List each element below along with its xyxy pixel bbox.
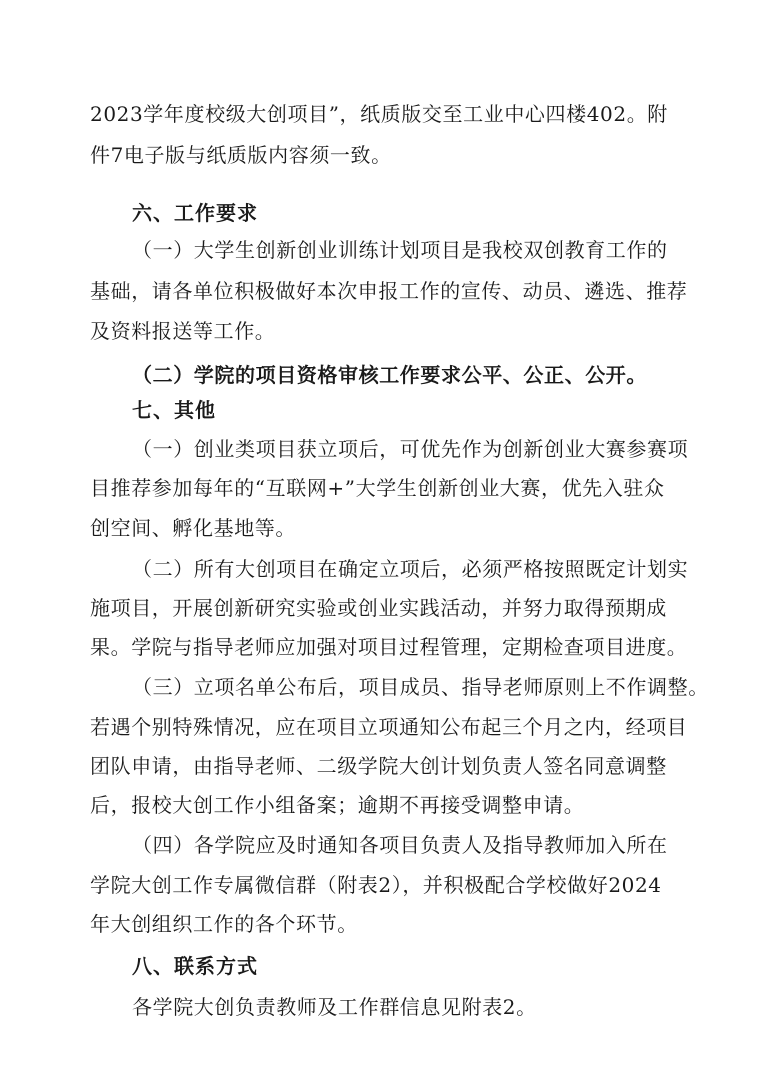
s7-item2-line-3: 果。学院与指导老师应加强对项目过程管理，定期检查项目进度。 xyxy=(90,635,688,659)
s6-item1-line-3: 及资料报送等工作。 xyxy=(90,319,276,343)
s7-item1-line-3: 创空间、孵化基地等。 xyxy=(90,516,296,540)
s6-item2-line-1: （二）学院的项目资格审核工作要求公平、公正、公开。 xyxy=(132,363,647,387)
s7-item4-line-1: （四）各学院应及时通知各项目负责人及指导教师加入所在 xyxy=(132,833,668,857)
s8-item1-line-1: 各学院大创负责教师及工作群信息见附表2。 xyxy=(132,995,537,1019)
section-7-title: 七、其他 xyxy=(132,398,216,422)
s7-item2-line-2: 施项目，开展创新研究实验或创业实践活动，并努力取得预期成 xyxy=(90,596,667,620)
s7-item3-line-1: （三）立项名单公布后，项目成员、指导老师原则上不作调整。 xyxy=(132,675,709,699)
s7-item4-line-2: 学院大创工作专属微信群（附表2），并积极配合学校做好2024 xyxy=(90,873,662,897)
s7-item2-line-1: （二）所有大创项目在确定立项后，必须严格按照既定计划实 xyxy=(132,557,689,581)
s7-item4-line-3: 年大创组织工作的各个环节。 xyxy=(90,912,358,936)
s7-item3-line-4: 后，报校大创工作小组备案；逾期不再接受调整申请。 xyxy=(90,793,585,817)
section-8-title: 八、联系方式 xyxy=(132,954,258,978)
s7-item1-line-1: （一）创业类项目获立项后，可优先作为创新创业大赛参赛项 xyxy=(132,437,689,461)
s7-item1-line-2: 目推荐参加每年的“互联网+”大学生创新创业大赛，优先入驻众 xyxy=(90,476,665,500)
intro-line-1: 2023学年度校级大创项目”，纸质版交至工业中心四楼402。附 xyxy=(90,102,668,126)
s7-item3-line-2: 若遇个别特殊情况，应在项目立项通知公布起三个月之内，经项目 xyxy=(90,715,688,739)
s6-item1-line-1: （一）大学生创新创业训练计划项目是我校双创教育工作的 xyxy=(132,238,668,262)
intro-line-2: 件7电子版与纸质版内容须一致。 xyxy=(90,143,392,167)
s7-item3-line-3: 团队申请，由指导老师、二级学院大创计划负责人签名同意调整 xyxy=(90,754,667,778)
section-6-title: 六、工作要求 xyxy=(132,201,258,225)
s6-item1-line-2: 基础，请各单位积极做好本次申报工作的宣传、动员、遴选、推荐 xyxy=(90,279,688,303)
